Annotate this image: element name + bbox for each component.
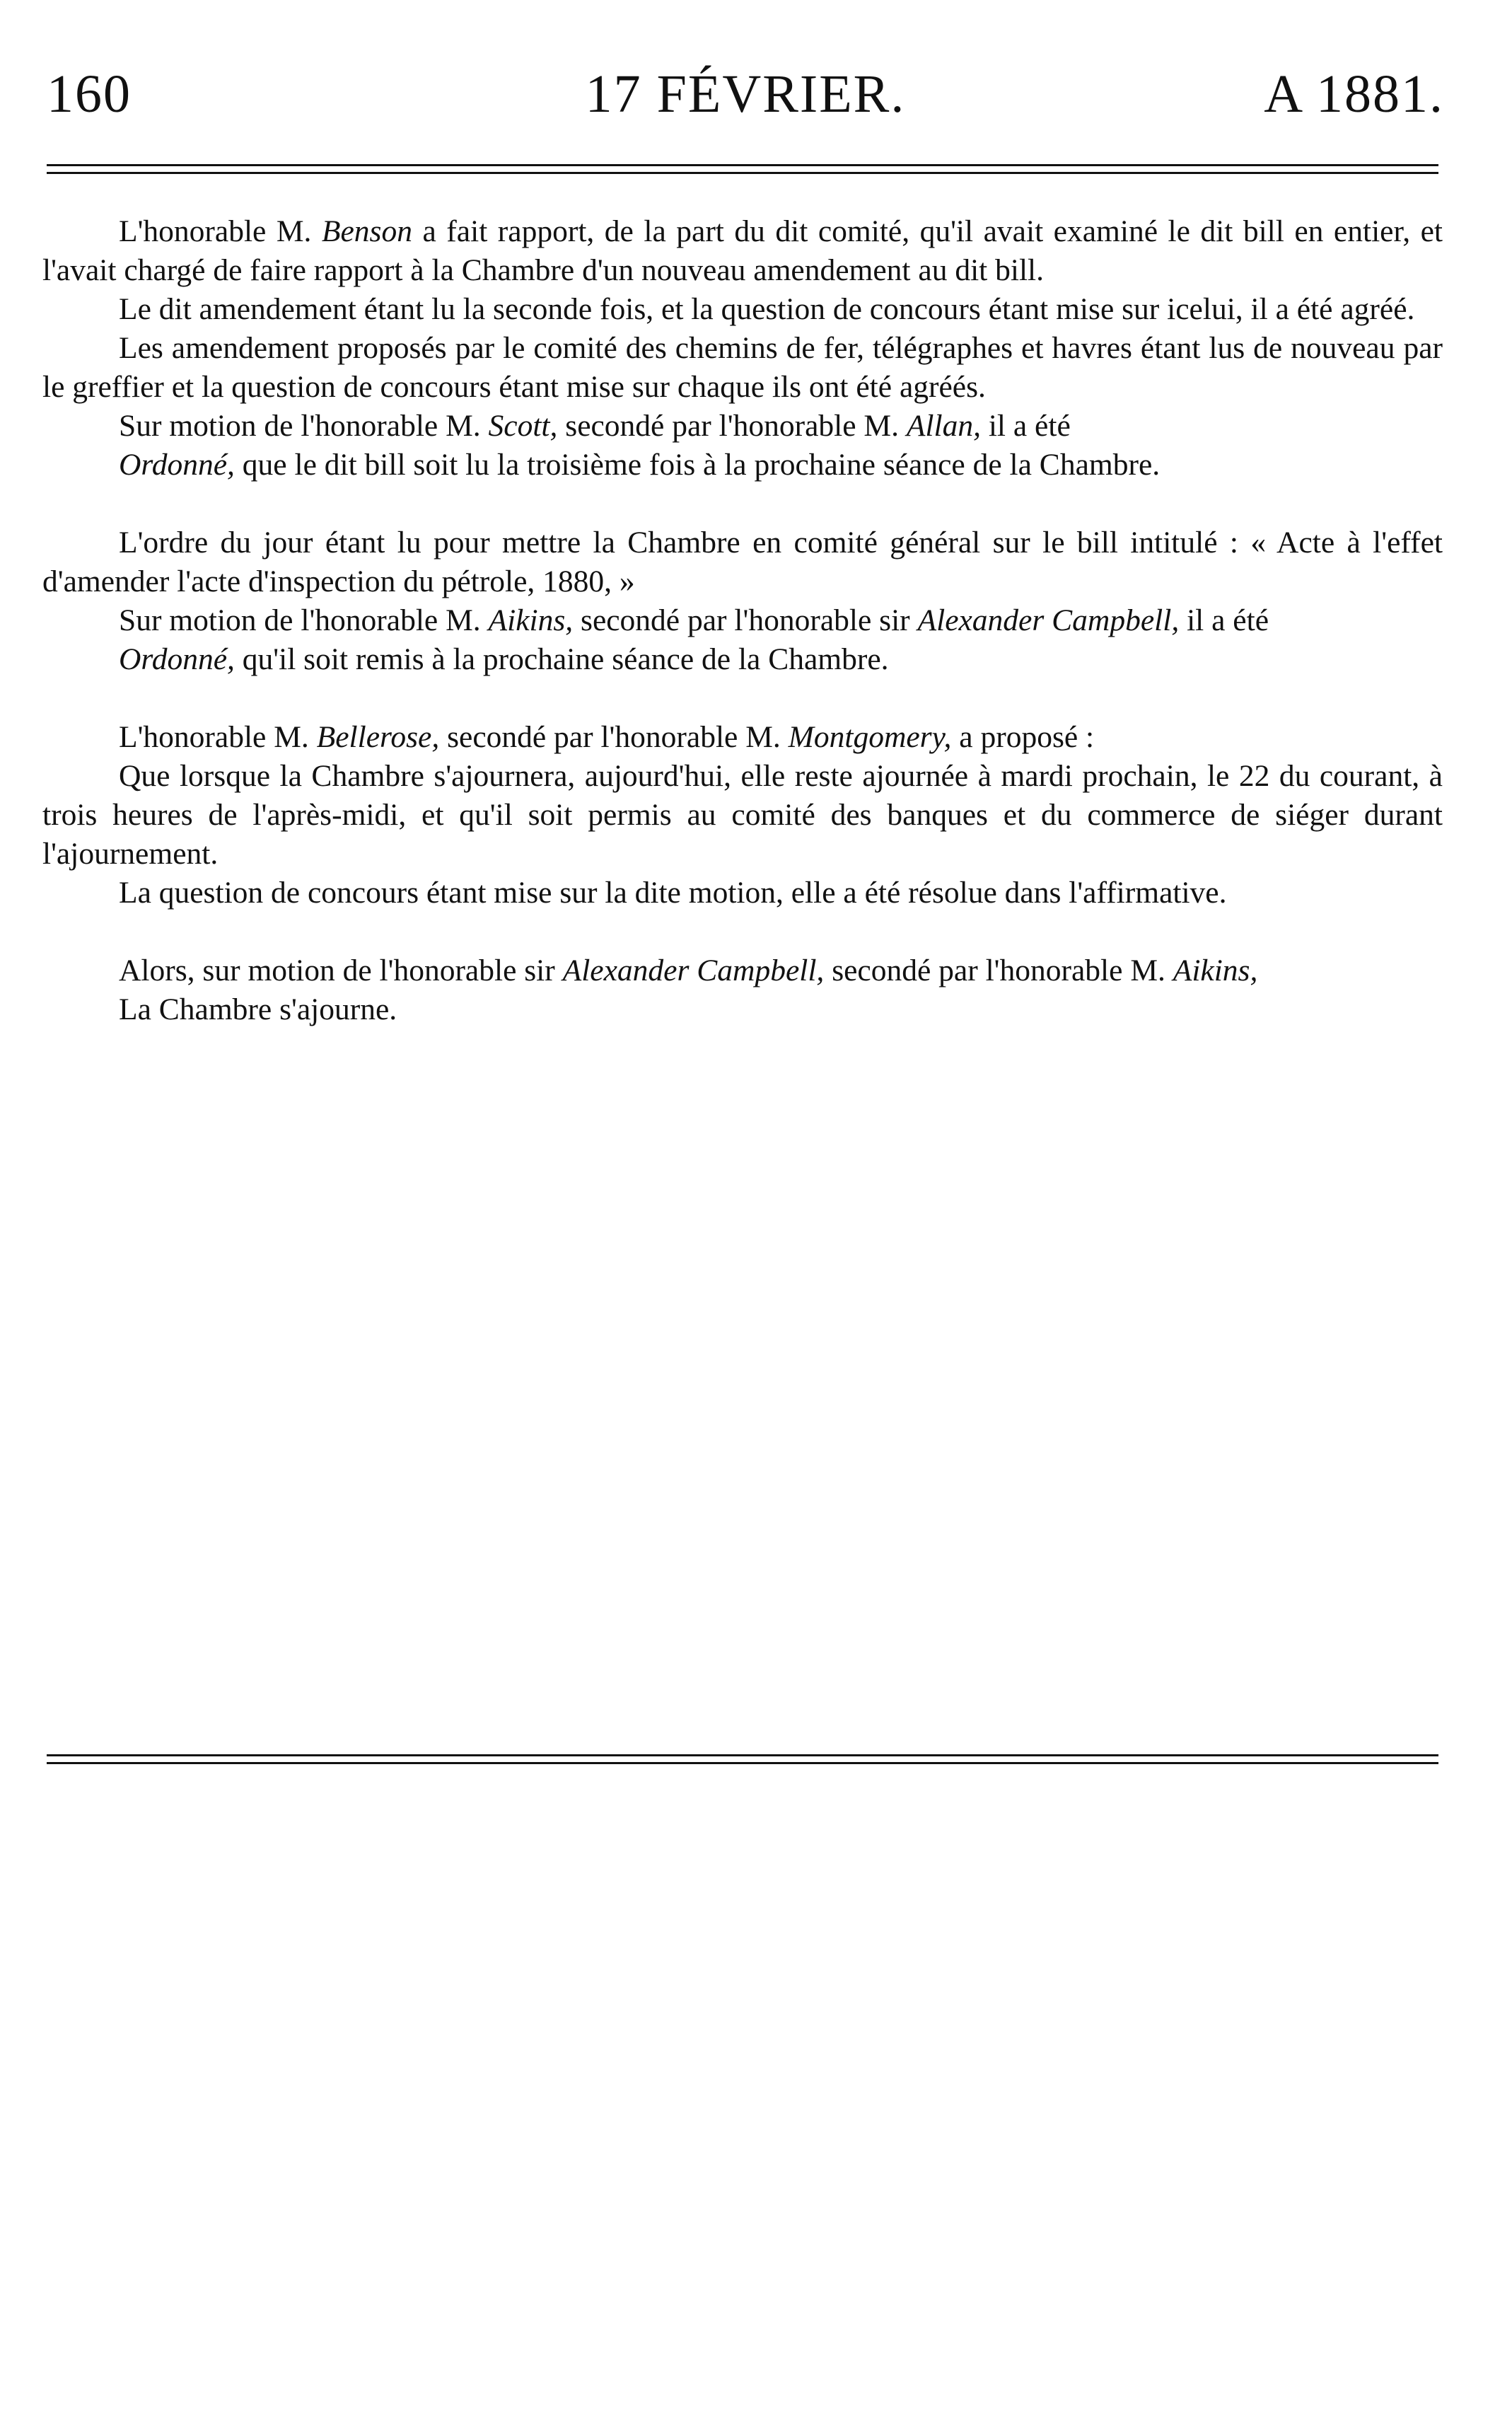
page-number: 160 (47, 64, 132, 124)
document-body (42, 212, 1443, 1029)
header-rule (47, 164, 1438, 174)
paragraph (42, 212, 1443, 290)
paragraph (42, 990, 1443, 1029)
paragraph-text: La question de concours étant mise sur la dite motion, elle a été résolue dans l'affirmative. (119, 876, 1227, 910)
paragraph (42, 951, 1443, 990)
paragraph-text: secondé par l'honorable M. (557, 409, 907, 443)
paragraph-text: Les amendement proposés par le comité des chemins de fer, télégraphes et havres étant lus de nouveau par le greffier et la question de concours étant mise sur chaque ils ont été agréés. (42, 331, 1443, 404)
paragraph (42, 874, 1443, 912)
paragraph-text: L'honorable M. (119, 720, 317, 754)
page-header (47, 62, 1444, 126)
header-year: A 1881. (1264, 64, 1444, 124)
paragraph-text: a proposé : (951, 720, 1095, 754)
paragraph-text: Alors, sur motion de l'honorable sir (119, 954, 563, 987)
paragraph-text: secondé par l'honorable M. (439, 720, 789, 754)
italic-name-text: Benson (321, 214, 412, 248)
italic-name-text: Ordonné, (119, 642, 235, 676)
paragraph (42, 640, 1443, 679)
paragraph (42, 523, 1443, 601)
paragraph-text: L'honorable M. (119, 214, 322, 248)
paragraph-text: qu'il soit remis à la prochaine séance de la Chambre. (234, 642, 889, 676)
italic-name-text: Aikins, (1173, 954, 1258, 987)
paragraph (42, 329, 1443, 407)
paragraph (42, 718, 1443, 757)
italic-name-text: Ordonné, (119, 448, 235, 482)
paragraph-text: il a été (980, 409, 1071, 443)
paragraph-text: Sur motion de l'honorable M. (119, 603, 489, 637)
paragraph (42, 407, 1443, 446)
italic-name-text: Scott, (488, 409, 558, 443)
italic-name-text: Montgomery, (788, 720, 952, 754)
italic-name-text: Bellerose, (316, 720, 440, 754)
paragraph-text: secondé par l'honorable sir (573, 603, 918, 637)
paragraph (42, 601, 1443, 640)
italic-name-text: Alexander Campbell, (562, 954, 825, 987)
italic-name-text: Allan, (906, 409, 981, 443)
paragraph-text: Le dit amendement étant lu la seconde fois, et la question de concours étant mise sur icelui, il a été agréé. (119, 292, 1415, 326)
paragraph (42, 290, 1443, 329)
paragraph-text: que le dit bill soit lu la troisième fois à la prochaine séance de la Chambre. (234, 448, 1161, 482)
paragraph (42, 757, 1443, 874)
paragraph (42, 446, 1443, 485)
paragraph-text: il a été (1179, 603, 1269, 637)
paragraph-text: Que lorsque la Chambre s'ajournera, aujourd'hui, elle reste ajournée à mardi prochain, le 22 du courant, à trois heures de l'après-midi, et qu'il soit permis au comité des banques et du commerce de siéger durant l'ajournement. (42, 759, 1443, 871)
paragraph-text: secondé par l'honorable M. (824, 954, 1173, 987)
paragraph-text: a fait rapport, de la part du dit comité, qu'il avait examiné le dit bill en entier, et l'avait chargé de faire rapport à la Chambre d'un nouveau amendement au dit bill. (42, 214, 1443, 287)
paragraph-text: La Chambre s'ajourne. (119, 992, 397, 1026)
italic-name-text: Aikins, (488, 603, 574, 637)
paragraph-text: Sur motion de l'honorable M. (119, 409, 489, 443)
header-date: 17 FÉVRIER. (585, 64, 906, 124)
paragraph-text: L'ordre du jour étant lu pour mettre la Chambre en comité général sur le bill intitulé : « Acte à l'effet d'amender l'acte d'inspection du pétrole, 1880, » (42, 526, 1443, 598)
footer-rule (47, 1754, 1438, 1764)
italic-name-text: Alexander Campbell, (917, 603, 1180, 637)
